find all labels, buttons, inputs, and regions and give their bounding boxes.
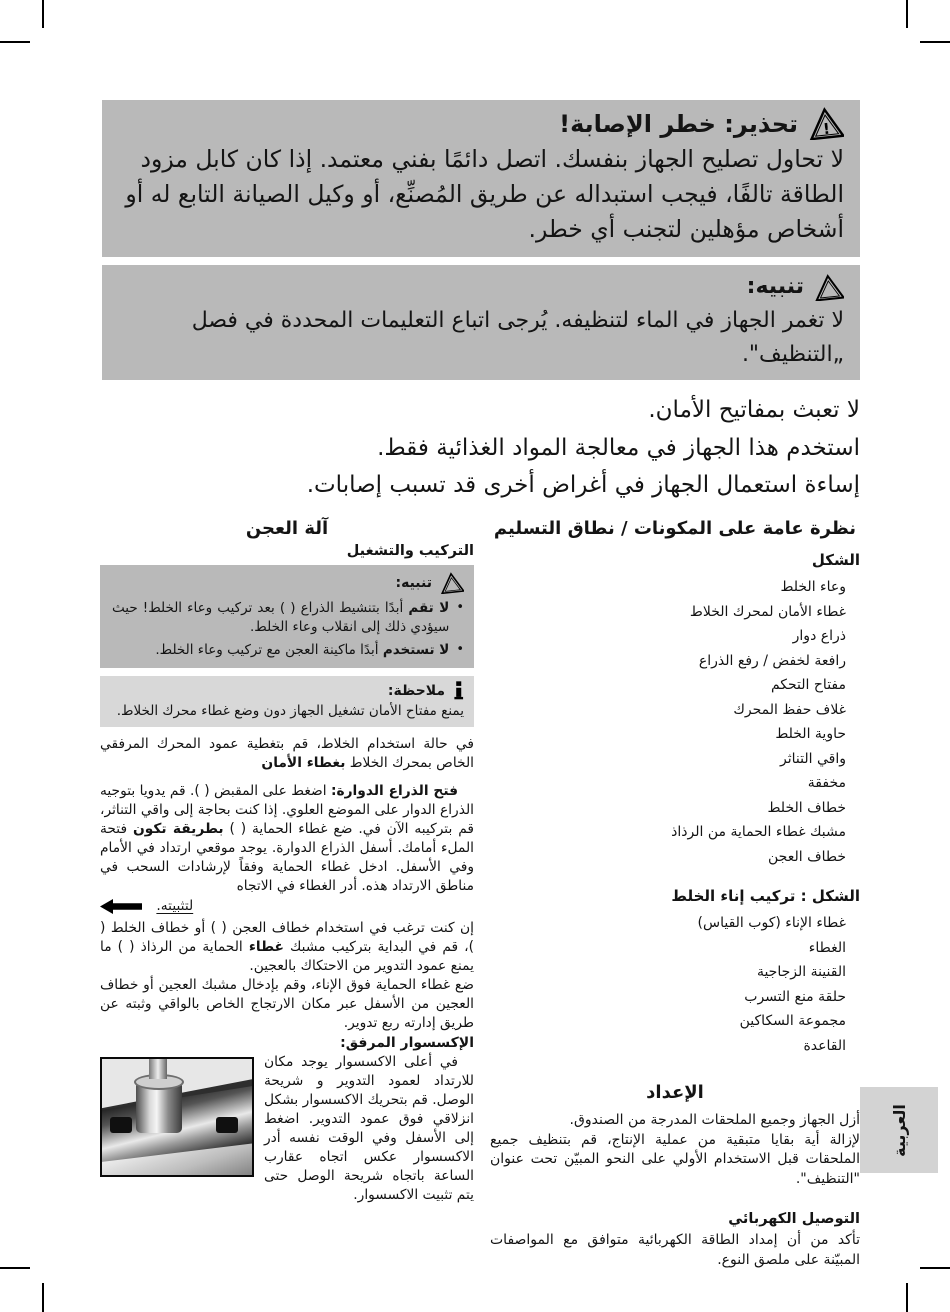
open-arm-paragraph (100, 782, 474, 896)
figure2-label: الشكل : تركيب إناء الخلط (671, 887, 860, 905)
anchor-word: لتثبيته. (156, 898, 194, 914)
bullet-rest: أبدًا بتنشيط الذراع ( ) بعد تركيب وعاء الخلط! حيث سيؤدي ذلك إلى انقلاب وعاء الخلط. (112, 600, 450, 635)
list-item: مخفقة (807, 775, 846, 791)
figure2-parts-list (490, 911, 846, 1058)
accessory-title: الإكسسوار المرفق: (340, 1035, 474, 1051)
warning-triangle-icon (808, 107, 844, 140)
note-title: ملاحظة: (387, 682, 445, 699)
caution-title: تنبيه: (746, 274, 804, 299)
list-item: خطاف العجن (768, 848, 846, 865)
list-item: مشبك غطاء الحماية من الرذاذ (671, 824, 846, 840)
warning-body: لا تحاول تصليح الجهاز بنفسك. اتصل دائمًا بفني معتمد. إذا كان كابل مزود الطاقة تالفًا، فيجب استبداله عن طريق المُصنِّع، أو وكيل الصيانة التابع له أو أشخاص مؤهلين لتجنب أي خطر. (125, 145, 844, 243)
accessory-section (100, 1053, 474, 1205)
setup-line-1: أزل الجهاز وجميع الملحقات المدرجة من الصندوق. (569, 1112, 860, 1128)
crop-mark-bottom-right-v (906, 1283, 908, 1312)
language-tab-label: العربية (889, 1103, 909, 1157)
paragraph-text: الحماية من الرذاذ ( ) ما يمنع عمود التدوير من الاحتكاك بالعجين. (100, 939, 474, 974)
list-item: ذراع دوار (792, 628, 846, 644)
note-title-row (112, 681, 464, 701)
paragraph-text: في حالة استخدام الخلاط، قم بتغطية عمود المحرك المرفقي الخاص بمحرك الخلاط (100, 736, 474, 771)
electrical-body: تأكد من أن إمداد الطاقة الكهربائية متوافق مع المواصفات المبيّنة على ملصق النوع. (490, 1232, 860, 1268)
hooks-paragraph (100, 919, 474, 976)
list-item: رافعة لخفض / رفع الذراع (698, 652, 846, 669)
crop-mark-bottom-left-v (42, 1283, 44, 1312)
photo-knob (110, 1117, 132, 1133)
warning-title: تحذير: خطر الإصابة! (559, 109, 798, 138)
list-item: حاوية الخلط (775, 726, 846, 742)
warning-title-row (118, 107, 844, 140)
kneading-caution-box (100, 565, 474, 668)
setup-title: الإعداد (646, 1082, 704, 1103)
kneading-column (100, 518, 474, 1205)
bullet-rest: أبدًا ماكينة العجن مع تركيب وعاء الخلط. (155, 642, 383, 658)
paragraph-text: إذا كنت بحاجة إلى واقي التناثر، قم بتركيبه الآن في. ضع غطاء الحماية ( ) (100, 802, 474, 837)
crop-mark-top-left-h (0, 41, 30, 43)
bullet-marker: • (456, 642, 464, 657)
bold-term: غطاء (248, 939, 284, 955)
list-item: الغطاء (808, 939, 846, 956)
kneading-caution-title: تنبيه: (395, 575, 432, 591)
bullet-marker: • (456, 600, 464, 615)
overview-column (490, 518, 860, 1270)
list-item: القاعدة (803, 1037, 846, 1054)
caution-box (102, 265, 860, 380)
accessory-photo (100, 1057, 254, 1177)
photo-drive-shaft (136, 1081, 182, 1133)
overview-title: نظرة عامة على المكونات / نطاق التسليم (493, 518, 857, 539)
caution-bullet-2 (112, 641, 464, 660)
caution-body: لا تغمر الجهاز في الماء لتنظيفه. يُرجى اتباع التعليمات المحددة في فصل „التنظيف". (191, 308, 844, 367)
warning-box (102, 100, 860, 257)
info-icon (453, 681, 464, 700)
kneading-title: آلة العجن (245, 518, 329, 539)
bold-lead: لا تستخدم (382, 642, 450, 658)
bold-lead: لا تقم (408, 600, 450, 616)
list-item: غطاء الأمان لمحرك الخلاط (689, 603, 846, 620)
caution-title-row (118, 272, 844, 302)
list-item: القنينة الزجاجية (756, 964, 846, 980)
list-item: مفتاح التحكم (770, 677, 846, 693)
accessory-body: في أعلى الاكسسوار يوجد مكان للارتداد لعمود التدوير و شريحة الوصل. قم بتحريك الاكسسوار بشكل انزلاقي فوق عمود التدوير. اضغط إلى الأسفل وفي الوقت نفسه أدر الاكسسوار عكس اتجاه عقارب الساعة باتجاه شريحة الوصل حتى يتم تثبيت الاكسسوار. (264, 1054, 474, 1203)
list-item: مجموعة السكاكين (739, 1013, 846, 1029)
left-arrow-icon (100, 899, 142, 914)
bold-term: بغطاء الأمان (261, 755, 346, 771)
language-tab (860, 1087, 938, 1173)
caution-triangle-icon (440, 572, 464, 594)
caution-bullet-1 (112, 599, 464, 636)
setup-line-2: لإزالة أية بقايا متبقية من عملية الإنتاج، قم بتنظيف جميع الملحقات قبل الاستخدام الأولي على النحو المبيّن تحت عنوان "التنظيف". (490, 1131, 860, 1187)
list-item: غطاء الإناء (كوب القياس) (697, 915, 846, 931)
kneading-caution-title-row (112, 572, 464, 594)
safety-line-1: لا تعبث بمفاتيح الأمان. (648, 397, 860, 423)
bold-term: بطريقة تكون (132, 821, 224, 837)
crop-mark-bottom-right-h (920, 1267, 950, 1269)
safety-line-2: استخدم هذا الجهاز في معالجة المواد الغذائية فقط. (377, 434, 860, 461)
crop-mark-top-right-h (920, 41, 950, 43)
paragraph-text: فتحة الملء أمامك. أسفل الذراع الدوارة. يوجد موقعي ارتداد في الأمام وفي الأسفل. ادخل غطاء الحماية وفقاً لإرشادات السحب في مناطق الارتداد هذه. أدر الغطاء في الاتجاه (100, 821, 474, 894)
caution-bullet-1-text (112, 599, 449, 636)
list-item: غلاف حفظ المحرك (733, 701, 846, 718)
safety-statement (102, 392, 860, 505)
mixer-cover-paragraph (100, 735, 474, 773)
photo-knob (216, 1117, 238, 1133)
note-body: يمنع مفتاح الأمان تشغيل الجهاز دون وضع غطاء محرك الخلاط. (116, 702, 464, 719)
paragraph-text: اضغط على المقبض ( ). قم يدويا بتوجيه الذراع الدوار على الموضع العلوي. (100, 783, 474, 818)
crop-mark-top-right-v (906, 0, 908, 28)
list-item: وعاء الخلط (780, 579, 846, 595)
bold-lead: فتح الذراع الدوارة: (330, 783, 458, 799)
figure1-label: الشكل (811, 551, 860, 569)
crop-mark-top-left-v (42, 0, 44, 28)
list-item: واقي التناثر (780, 750, 846, 767)
electrical-title: التوصيل الكهربائي (728, 1211, 860, 1227)
direction-arrow-line (100, 897, 474, 916)
cover-placement-paragraph: ضع غطاء الحماية فوق الإناء، وقم بإدخال مشبك العجين أو خطاف العجين من الأسفل عبر مكان الارتجاج الخاص بالواقي وثبته عن طريق إدارته ربع تدوير. (100, 977, 474, 1031)
paragraph-text: إن كنت ترغب في استخدام خطاف العجن ( ) أو خطاف الخلط ( )، قم في البداية بتركيب مشبك (100, 920, 475, 955)
list-item: حلقة منع التسرب (744, 988, 846, 1005)
caution-triangle-icon (814, 274, 844, 301)
assembly-subtitle: التركيب والتشغيل (346, 543, 474, 559)
crop-mark-bottom-left-h (0, 1267, 30, 1269)
figure1-parts-list (490, 575, 846, 869)
note-box (100, 676, 474, 728)
list-item: خطاف الخلط (767, 799, 846, 816)
caution-bullet-2-text (155, 641, 449, 660)
svg-text:!: ! (822, 119, 831, 139)
safety-line-3: إساءة استعمال الجهاز في أغراض أخرى قد تسبب إصابات. (306, 472, 860, 498)
